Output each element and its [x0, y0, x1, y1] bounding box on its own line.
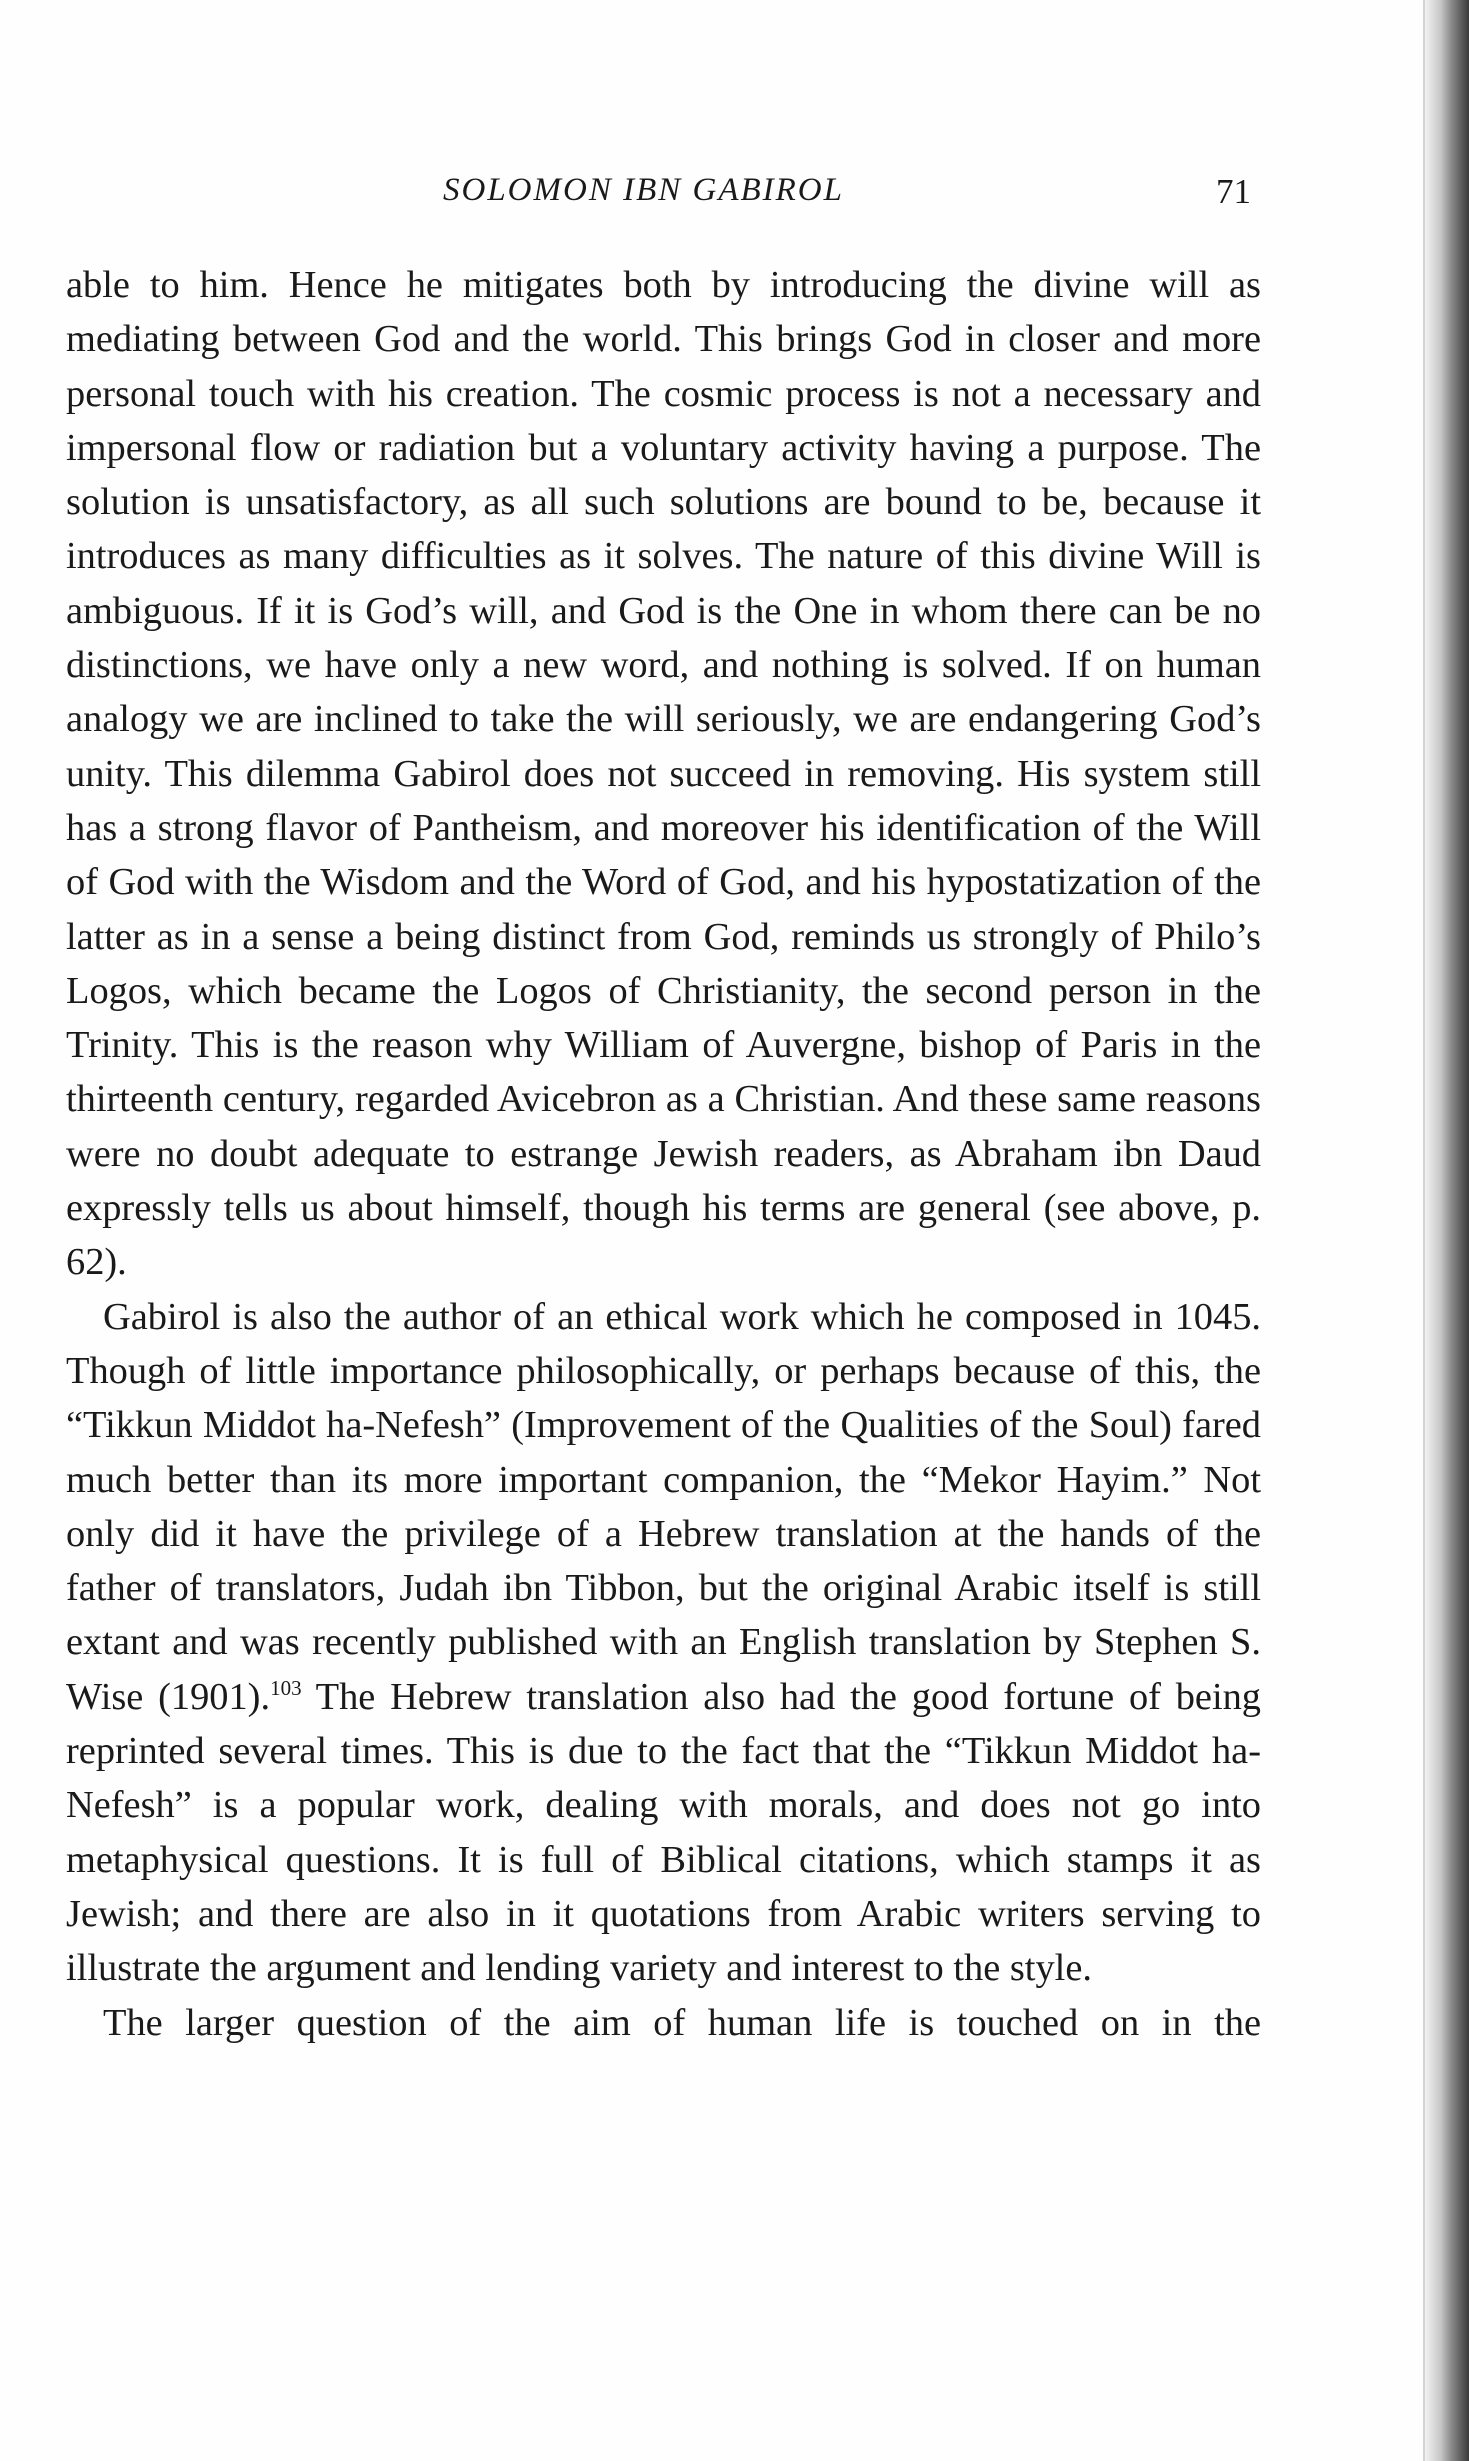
running-head-title: SOLOMON IBN GABIROL: [443, 172, 844, 208]
paragraph-1: able to him. Hence he mitigates both by introducing the divine will as mediating between God and the world. This brings God in closer and more personal touch with his creation. The cosmic process is not a necessary and impersonal flow or radiation but a voluntary activity having a purpose. The solution is unsatisfactory, as all such solutions are bound to be, because it introduces as many difficulties as it solves. The nature of this divine Will is ambiguous. If it is God’s will, and God is the One in whom there can be no distinctions, we have only a new word, and nothing is solved. If on human analogy we are inclined to take the will seriously, we are endangering God’s unity. This dilemma Gabirol does not succeed in removing. His system still has a strong flavor of Pantheism, and moreover his identification of the Will of God with the Wisdom and the Word of God, and his hypostatization of the latter as in a sense a being distinct from God, reminds us strongly of Philo’s Logos, which became the Logos of Christianity, the second person in the Trinity. This is the reason why William of Auvergne, bishop of Paris in the thirteenth century, regarded Avicebron as a Christian. And these same reasons were no doubt adequate to estrange Jewish readers, as Abraham ibn Daud expressly tells us about himself, though his terms are general (see above, p. 62).: [66, 264, 1261, 1284]
paragraph-2-text-after-note: The Hebrew translation also had the good fortune of being reprinted several times. This is due to the fact that the “Tikkun Middot ha-Nefesh” is a popular work, dealing with morals, and does not go into metaphysical questions. It is full of Biblical citations, which stamps it as Jewish; and there are also in it quotations from Arabic writers serving to illustrate the argument and lending variety and interest to the style.: [66, 1675, 1261, 1990]
page-edge-shadow: [1425, 0, 1469, 2461]
paragraph-3: The larger question of the aim of human life is touched on in the: [103, 2001, 1261, 2044]
paragraph-2: [66, 1290, 1261, 1996]
footnote-reference: 103: [270, 1675, 302, 1700]
running-head: [0, 172, 1469, 220]
page-number: 71: [1216, 172, 1251, 211]
paragraph-2-text-before-note: Gabirol is also the author of an ethical work which he composed in 1045. Though of little importance philosophically, or perhaps because of this, the “Tikkun Middot ha-Nefesh” (Improvement of the Qualities of the Soul) fared much better than its more important companion, the “Mekor Hayim.” Not only did it have the privilege of a Hebrew translation at the hands of the father of translators, Judah ibn Tibbon, but the original Arabic itself is still extant and was recently published with an English translation by Stephen S. Wise (1901).: [66, 1295, 1261, 1718]
body-text: [66, 258, 1261, 2050]
